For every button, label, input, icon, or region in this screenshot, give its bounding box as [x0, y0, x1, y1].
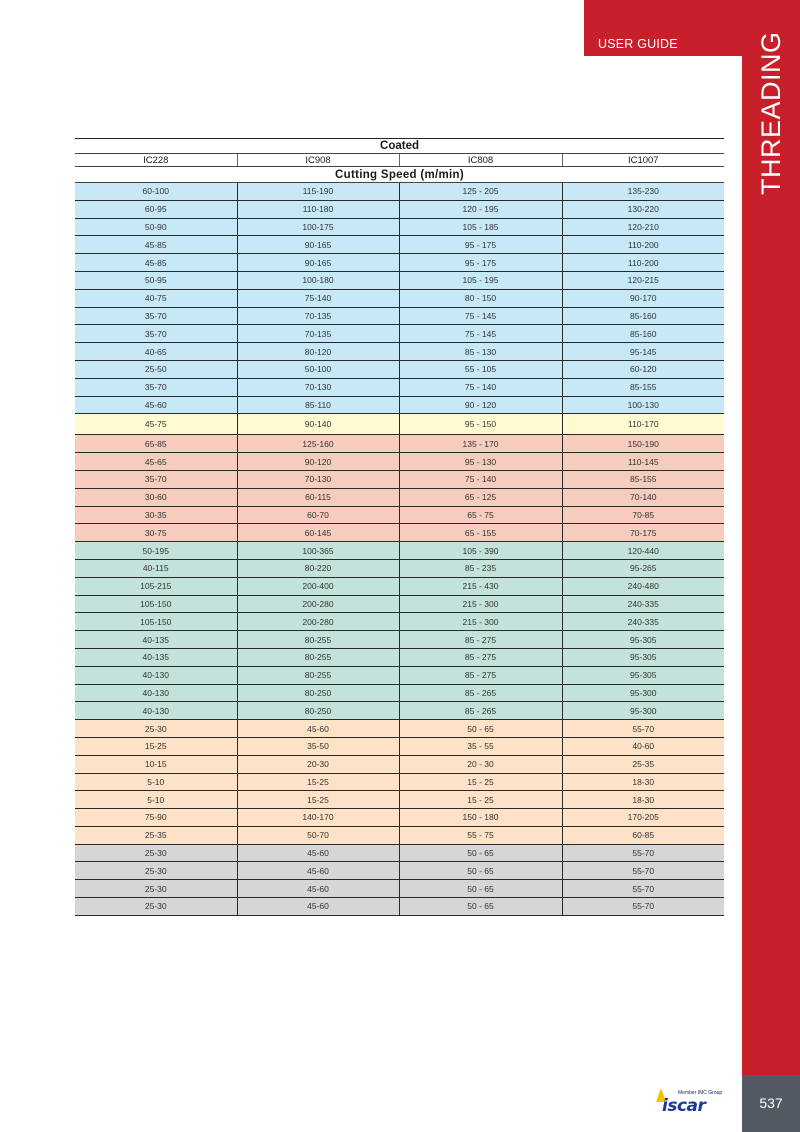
table-cell: 50 - 65 — [399, 880, 562, 898]
table-cell: 80-220 — [237, 559, 399, 577]
table-cell: 85-160 — [562, 307, 724, 325]
table-cell: 15-25 — [237, 791, 399, 809]
table-cell: 100-175 — [237, 218, 399, 236]
table-cell: 60-95 — [75, 200, 237, 218]
group-header-coated: Coated — [75, 139, 724, 154]
table-row — [75, 200, 724, 218]
table-cell: 15 - 25 — [399, 791, 562, 809]
table-cell: 80-120 — [237, 343, 399, 361]
table-cell: 65 - 75 — [399, 506, 562, 524]
table-cell: 25-35 — [562, 755, 724, 773]
table-cell: 120-440 — [562, 542, 724, 560]
table-cell: 90-120 — [237, 453, 399, 471]
table-cell: 50-195 — [75, 542, 237, 560]
table-cell: 80-250 — [237, 702, 399, 720]
table-cell: 15 - 25 — [399, 773, 562, 791]
table-row — [75, 343, 724, 361]
table-cell: 45-60 — [237, 898, 399, 916]
table-row — [75, 773, 724, 791]
table-cell: 65 - 155 — [399, 524, 562, 542]
table-row — [75, 289, 724, 307]
table-cell: 95 - 150 — [399, 414, 562, 435]
table-cell: 80-250 — [237, 684, 399, 702]
table-cell: 75 - 140 — [399, 378, 562, 396]
table-row — [75, 183, 724, 201]
table-cell: 135-230 — [562, 183, 724, 201]
table-cell: 95 - 130 — [399, 453, 562, 471]
table-cell: 30-60 — [75, 488, 237, 506]
column-header: IC808 — [399, 154, 562, 167]
table-cell: 40-75 — [75, 289, 237, 307]
table-row — [75, 453, 724, 471]
table-cell: 70-140 — [562, 488, 724, 506]
table-cell: 45-85 — [75, 236, 237, 254]
table-cell: 55-70 — [562, 898, 724, 916]
page-number: 537 — [759, 1095, 783, 1111]
table-row — [75, 414, 724, 435]
table-cell: 40-135 — [75, 631, 237, 649]
logo-wordmark: iscar — [662, 1096, 706, 1116]
table-cell: 45-60 — [237, 862, 399, 880]
table-cell: 105 - 195 — [399, 271, 562, 289]
table-cell: 95-300 — [562, 702, 724, 720]
table-cell: 5-10 — [75, 773, 237, 791]
table-cell: 30-75 — [75, 524, 237, 542]
table-row — [75, 542, 724, 560]
table-cell: 45-60 — [237, 880, 399, 898]
table-cell: 35-50 — [237, 737, 399, 755]
table-cell: 70-135 — [237, 307, 399, 325]
table-cell: 65-85 — [75, 435, 237, 453]
table-cell: 85 - 235 — [399, 559, 562, 577]
table-cell: 75 - 140 — [399, 470, 562, 488]
table-cell: 75 - 145 — [399, 325, 562, 343]
table-row — [75, 666, 724, 684]
table-cell: 35-70 — [75, 307, 237, 325]
table-cell: 85-160 — [562, 325, 724, 343]
table-cell: 25-30 — [75, 862, 237, 880]
table-row — [75, 862, 724, 880]
table-cell: 70-85 — [562, 506, 724, 524]
table-cell: 55 - 75 — [399, 826, 562, 844]
table-cell: 45-60 — [75, 396, 237, 414]
table-cell: 95 - 175 — [399, 236, 562, 254]
table-row — [75, 396, 724, 414]
table-cell: 100-365 — [237, 542, 399, 560]
iscar-logo — [654, 1086, 732, 1114]
table-cell: 105-215 — [75, 577, 237, 595]
table-row — [75, 755, 724, 773]
table-cell: 140-170 — [237, 809, 399, 827]
cutting-speed-table — [75, 138, 724, 916]
table-cell: 90-165 — [237, 254, 399, 272]
table-row — [75, 218, 724, 236]
column-header: IC908 — [237, 154, 399, 167]
table-cell: 95-305 — [562, 666, 724, 684]
table-cell: 215 - 300 — [399, 613, 562, 631]
table-cell: 105-150 — [75, 595, 237, 613]
table-cell: 40-130 — [75, 666, 237, 684]
table-cell: 20-30 — [237, 755, 399, 773]
table-cell: 70-130 — [237, 378, 399, 396]
table-row — [75, 470, 724, 488]
table-cell: 60-145 — [237, 524, 399, 542]
table-cell: 215 - 300 — [399, 595, 562, 613]
table-cell: 25-30 — [75, 720, 237, 738]
table-cell: 10-15 — [75, 755, 237, 773]
table-cell: 60-100 — [75, 183, 237, 201]
table-cell: 105 - 390 — [399, 542, 562, 560]
table-cell: 40-115 — [75, 559, 237, 577]
table-cell: 50-70 — [237, 826, 399, 844]
table-cell: 90-170 — [562, 289, 724, 307]
table-row — [75, 524, 724, 542]
table-cell: 80-255 — [237, 666, 399, 684]
table-row — [75, 254, 724, 272]
table-cell: 40-130 — [75, 684, 237, 702]
table-row — [75, 378, 724, 396]
table-cell: 110-200 — [562, 236, 724, 254]
table-cell: 35 - 55 — [399, 737, 562, 755]
table-cell: 90-165 — [237, 236, 399, 254]
table-cell: 45-60 — [237, 844, 399, 862]
table-cell: 125 - 205 — [399, 183, 562, 201]
logo-tagline: Member IMC Group — [678, 1090, 723, 1096]
cutting-speed-subheader: Cutting Speed (m/min) — [75, 167, 724, 183]
table-cell: 75 - 145 — [399, 307, 562, 325]
table-cell: 90 - 120 — [399, 396, 562, 414]
table-cell: 25-30 — [75, 898, 237, 916]
table-cell: 45-85 — [75, 254, 237, 272]
table-cell: 85 - 265 — [399, 684, 562, 702]
table-cell: 5-10 — [75, 791, 237, 809]
table-cell: 50 - 65 — [399, 862, 562, 880]
table-cell: 75-140 — [237, 289, 399, 307]
table-cell: 110-180 — [237, 200, 399, 218]
table-cell: 55 - 105 — [399, 360, 562, 378]
table-cell: 95-265 — [562, 559, 724, 577]
table-row — [75, 307, 724, 325]
table-cell: 85 - 265 — [399, 702, 562, 720]
table-cell: 215 - 430 — [399, 577, 562, 595]
table-row — [75, 844, 724, 862]
table-cell: 95-145 — [562, 343, 724, 361]
column-header: IC228 — [75, 154, 237, 167]
table-cell: 125-160 — [237, 435, 399, 453]
table-row — [75, 271, 724, 289]
column-header: IC1007 — [562, 154, 724, 167]
table-cell: 45-60 — [237, 720, 399, 738]
table-cell: 240-335 — [562, 595, 724, 613]
table-cell: 85 - 275 — [399, 631, 562, 649]
table-cell: 85-155 — [562, 378, 724, 396]
table-cell: 70-135 — [237, 325, 399, 343]
table-cell: 105-150 — [75, 613, 237, 631]
table-cell: 240-335 — [562, 613, 724, 631]
table-cell: 75-90 — [75, 809, 237, 827]
table-cell: 40-130 — [75, 702, 237, 720]
table-row — [75, 360, 724, 378]
table-cell: 55-70 — [562, 880, 724, 898]
table-row — [75, 488, 724, 506]
table-cell: 35-70 — [75, 325, 237, 343]
table-cell: 45-75 — [75, 414, 237, 435]
table-cell: 95-300 — [562, 684, 724, 702]
table-row — [75, 880, 724, 898]
table-cell: 150 - 180 — [399, 809, 562, 827]
table-cell: 120 - 195 — [399, 200, 562, 218]
table-cell: 170-205 — [562, 809, 724, 827]
table-cell: 85-110 — [237, 396, 399, 414]
table-cell: 25-50 — [75, 360, 237, 378]
table-row — [75, 737, 724, 755]
table-row — [75, 435, 724, 453]
table-cell: 240-480 — [562, 577, 724, 595]
table-row — [75, 648, 724, 666]
table-cell: 25-30 — [75, 880, 237, 898]
table-row — [75, 325, 724, 343]
table-cell: 200-400 — [237, 577, 399, 595]
table-cell: 200-280 — [237, 613, 399, 631]
table-row — [75, 791, 724, 809]
table-cell: 85-155 — [562, 470, 724, 488]
table-cell: 80-255 — [237, 631, 399, 649]
table-cell: 20 - 30 — [399, 755, 562, 773]
table-cell: 35-70 — [75, 470, 237, 488]
table-cell: 25-30 — [75, 844, 237, 862]
table-cell: 110-200 — [562, 254, 724, 272]
table-cell: 100-180 — [237, 271, 399, 289]
table-cell: 200-280 — [237, 595, 399, 613]
table-cell: 50-100 — [237, 360, 399, 378]
section-label: USER GUIDE — [598, 37, 678, 51]
table-cell: 60-70 — [237, 506, 399, 524]
table-body — [75, 183, 724, 916]
table-cell: 105 - 185 — [399, 218, 562, 236]
table-cell: 85 - 275 — [399, 666, 562, 684]
table-cell: 40-135 — [75, 648, 237, 666]
table-cell: 120-210 — [562, 218, 724, 236]
table-cell: 120-215 — [562, 271, 724, 289]
table-cell: 95 - 175 — [399, 254, 562, 272]
table-cell: 110-170 — [562, 414, 724, 435]
table-row — [75, 702, 724, 720]
table-row — [75, 506, 724, 524]
table-cell: 30-35 — [75, 506, 237, 524]
table-cell: 95-305 — [562, 631, 724, 649]
table-row — [75, 577, 724, 595]
table-cell: 40-60 — [562, 737, 724, 755]
table-cell: 18-30 — [562, 791, 724, 809]
table-cell: 55-70 — [562, 862, 724, 880]
table-cell: 85 - 130 — [399, 343, 562, 361]
table-cell: 95-305 — [562, 648, 724, 666]
vertical-section-title: THREADING — [756, 31, 786, 195]
table-row — [75, 809, 724, 827]
table-row — [75, 595, 724, 613]
table-cell: 85 - 275 — [399, 648, 562, 666]
table-row — [75, 631, 724, 649]
table-cell: 100-130 — [562, 396, 724, 414]
table-cell: 70-130 — [237, 470, 399, 488]
table-cell: 18-30 — [562, 773, 724, 791]
table-cell: 70-175 — [562, 524, 724, 542]
table-cell: 60-85 — [562, 826, 724, 844]
table-cell: 55-70 — [562, 844, 724, 862]
table-cell: 50-90 — [75, 218, 237, 236]
table-cell: 80 - 150 — [399, 289, 562, 307]
table-cell: 50 - 65 — [399, 720, 562, 738]
table-cell: 60-115 — [237, 488, 399, 506]
table-cell: 25-35 — [75, 826, 237, 844]
table-cell: 45-65 — [75, 453, 237, 471]
table-cell: 50 - 65 — [399, 844, 562, 862]
table-cell: 55-70 — [562, 720, 724, 738]
table-cell: 110-145 — [562, 453, 724, 471]
table-row — [75, 559, 724, 577]
page-number-box — [742, 1075, 800, 1132]
table-cell: 80-255 — [237, 648, 399, 666]
table-cell: 150-190 — [562, 435, 724, 453]
table-row — [75, 826, 724, 844]
table-cell: 60-120 — [562, 360, 724, 378]
table-cell: 40-65 — [75, 343, 237, 361]
table-cell: 115-190 — [237, 183, 399, 201]
table-row — [75, 613, 724, 631]
table-cell: 90-140 — [237, 414, 399, 435]
table-row — [75, 720, 724, 738]
table-cell: 15-25 — [75, 737, 237, 755]
table-cell: 65 - 125 — [399, 488, 562, 506]
table-cell: 15-25 — [237, 773, 399, 791]
table-row — [75, 684, 724, 702]
table-cell: 50 - 65 — [399, 898, 562, 916]
table-cell: 50-95 — [75, 271, 237, 289]
table-cell: 35-70 — [75, 378, 237, 396]
table-cell: 130-220 — [562, 200, 724, 218]
table-row — [75, 236, 724, 254]
table-row — [75, 898, 724, 916]
table-cell: 135 - 170 — [399, 435, 562, 453]
